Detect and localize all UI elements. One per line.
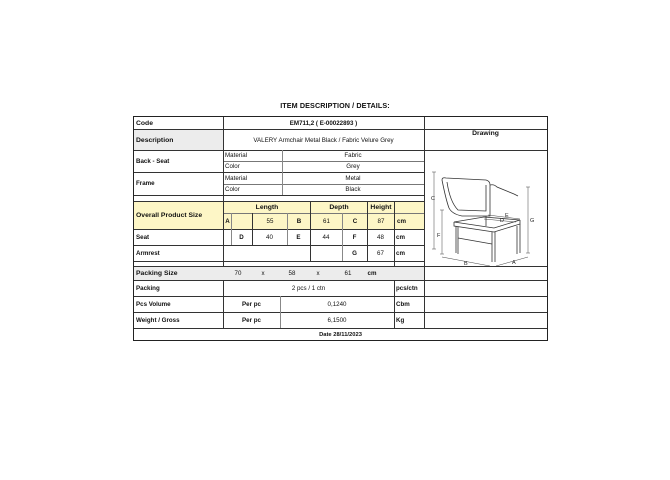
dim-c-label: C xyxy=(343,214,367,229)
armrest-unit: cm xyxy=(396,249,405,257)
weight-value: 6,1500 xyxy=(327,316,347,324)
spec-sheet xyxy=(133,116,548,341)
overall-unit: cm xyxy=(395,214,424,229)
pcs-volume-value: 0,1240 xyxy=(327,300,347,308)
code-value: EM711,2 ( E-00022893 ) xyxy=(289,119,358,127)
dim-b-value: 61 xyxy=(311,214,342,229)
footer-date: Date 28/11/2023 xyxy=(319,331,362,338)
code-label: Code xyxy=(136,119,153,127)
dim-b-label: B xyxy=(288,214,310,229)
pcs-volume-label: Pcs Volume xyxy=(136,300,171,308)
diagram-label-c: C xyxy=(431,196,435,202)
armrest-label: Armrest xyxy=(136,249,160,257)
packing-width: 58 xyxy=(288,270,296,277)
chair-diagram xyxy=(424,150,547,266)
dim-f-value: 48 xyxy=(377,233,384,241)
frame-material: Metal xyxy=(345,174,361,182)
seat-label: Seat xyxy=(136,233,150,241)
back-seat-material: Fabric xyxy=(344,152,362,159)
packing-value: 2 pcs / 1 ctn xyxy=(291,284,326,292)
document-title: ITEM DESCRIPTION / DETAILS: xyxy=(280,101,390,110)
pcs-volume-per: Per pc xyxy=(242,300,261,308)
dim-e-value: 44 xyxy=(322,233,330,241)
diagram-label-e: E xyxy=(505,213,509,219)
diagram-label-a: A xyxy=(512,260,516,266)
back-seat-material-label: Material xyxy=(225,152,248,159)
dim-c-value: 87 xyxy=(368,214,394,229)
back-seat-color: Grey xyxy=(346,163,360,170)
back-seat-color-label: Color xyxy=(225,163,240,170)
packing-length: 70 xyxy=(234,270,242,277)
diagram-label-b: B xyxy=(464,261,468,266)
frame-label: Frame xyxy=(136,180,155,187)
dim-g-label: G xyxy=(352,249,357,257)
drawing-label: Drawing xyxy=(472,129,499,137)
packing-label: Packing xyxy=(136,284,160,292)
dim-d-label: D xyxy=(239,233,244,241)
dim-f-label: F xyxy=(352,233,357,241)
overall-size-label: Overall Product Size xyxy=(134,202,223,229)
description-value: VALERY Armchair Metal Black / Fabric Velure Grey xyxy=(253,136,394,144)
frame-color: Black xyxy=(345,186,361,193)
diagram-label-f: F xyxy=(437,233,441,239)
packing-x-1: x xyxy=(261,270,265,277)
pcs-volume-unit: Cbm xyxy=(396,300,410,308)
weight-label: Weight / Gross xyxy=(136,316,180,324)
length-header: Length xyxy=(224,202,310,213)
weight-per: Per pc xyxy=(242,316,261,324)
height-header: Height xyxy=(368,202,394,213)
description-label: Description xyxy=(134,130,223,150)
dim-d-value: 40 xyxy=(266,233,273,241)
packing-x-2: x xyxy=(316,270,320,277)
dim-e-label: E xyxy=(296,233,301,241)
depth-header: Depth xyxy=(311,202,367,213)
back-seat-label: Back - Seat xyxy=(136,157,170,165)
diagram-label-d: D xyxy=(500,218,504,224)
frame-color-label: Color xyxy=(225,186,240,193)
seat-unit: cm xyxy=(396,233,405,241)
packing-size-unit: cm xyxy=(367,270,377,277)
packing-size-label: Packing Size xyxy=(134,267,223,280)
weight-unit: Kg xyxy=(396,316,405,324)
diagram-label-g: G xyxy=(530,218,535,224)
packing-height: 61 xyxy=(344,270,352,277)
dim-a-value: 55 xyxy=(253,214,287,229)
packing-unit: pcs/ctn xyxy=(396,284,418,292)
dim-a-label: A xyxy=(224,214,231,229)
dim-g-value: 67 xyxy=(377,249,384,257)
frame-material-label: Material xyxy=(225,174,248,182)
